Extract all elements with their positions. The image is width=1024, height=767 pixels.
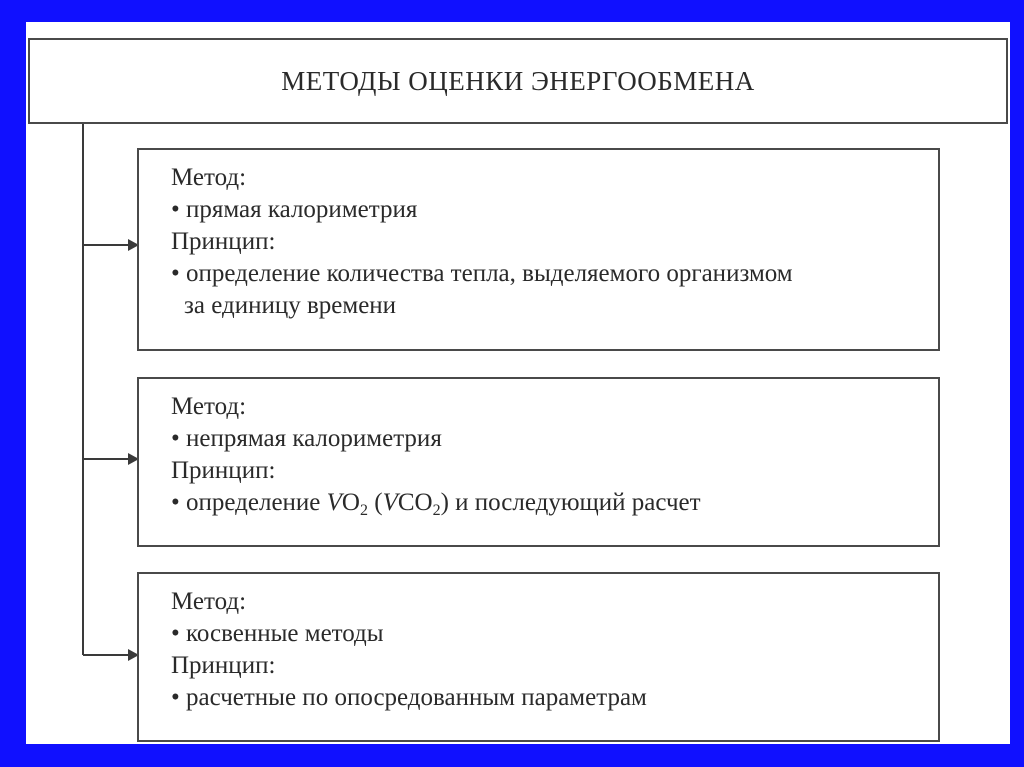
method-value: • прямая калориметрия bbox=[171, 196, 418, 223]
method-label: Метод: bbox=[171, 393, 247, 420]
method-label: Метод: bbox=[171, 164, 247, 191]
connector-arrow-1 bbox=[83, 244, 129, 246]
principle-label: Принцип: bbox=[171, 228, 276, 255]
method-box-indirect-methods bbox=[137, 572, 940, 742]
method-label: Метод: bbox=[171, 588, 247, 615]
principle-value: • расчетные по опосредованным параметрам bbox=[171, 684, 647, 711]
principle-label: Принцип: bbox=[171, 652, 276, 679]
method-box-indirect-calorimetry bbox=[137, 377, 940, 547]
method-box-direct-calorimetry bbox=[137, 148, 940, 351]
method-value: • непрямая калориметрия bbox=[171, 425, 442, 452]
diagram-title: МЕТОДЫ ОЦЕНКИ ЭНЕРГООБМЕНА bbox=[281, 65, 755, 96]
connector-vertical-line bbox=[82, 124, 84, 655]
method-value: • косвенные методы bbox=[171, 620, 384, 647]
principle-value: • определение количества тепла, выделяемого организмом bbox=[171, 260, 793, 287]
connector-arrow-2 bbox=[83, 458, 129, 460]
principle-label: Принцип: bbox=[171, 457, 276, 484]
connector-arrow-3 bbox=[83, 654, 129, 656]
principle-value-continued: за единицу времени bbox=[184, 292, 397, 319]
slide bbox=[26, 22, 1010, 744]
diagram-title-box bbox=[28, 38, 1008, 124]
principle-value: • определение $VO_2$ $(VCO_2)$ и последующий расчет bbox=[171, 489, 701, 519]
